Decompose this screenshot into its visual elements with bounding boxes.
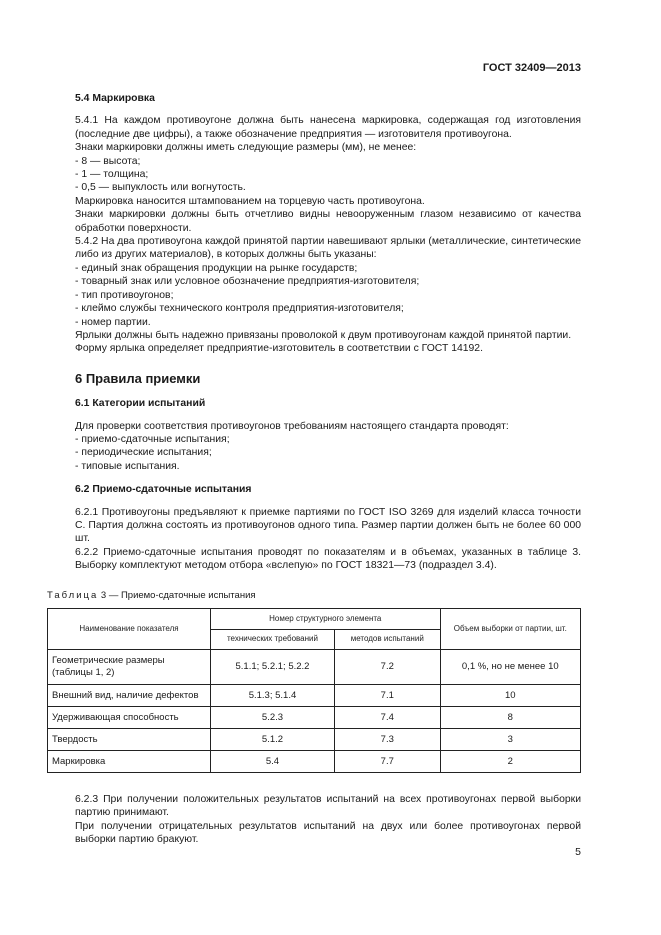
list-item: - типовые испытания.	[75, 460, 180, 472]
table-caption-label: Таблица	[47, 589, 99, 601]
cell-volume: 3	[440, 729, 580, 751]
table-row	[48, 751, 581, 773]
list-item: - периодические испытания;	[75, 447, 212, 459]
table-row	[48, 650, 581, 685]
paragraph-labels-attached: Ярлыки должны быть надежно привязаны проволокой к двум противоугонам каждой принятой партии.	[75, 329, 572, 341]
cell-volume: 10	[440, 685, 580, 707]
cell-method: 7.3	[334, 729, 440, 751]
cell-name: Удерживающая способность	[48, 707, 211, 729]
table-caption	[47, 589, 581, 602]
page-content	[47, 92, 581, 847]
page-number: 5	[575, 846, 581, 858]
cell-tech: 5.1.3; 5.1.4	[210, 685, 334, 707]
cell-method: 7.2	[334, 650, 440, 685]
header-structural-element: Номер структурного элемента	[210, 609, 440, 630]
cell-name: Маркировка	[48, 751, 211, 773]
paragraph-stamping: Маркировка наносится штампованием на торцевую часть противоугона.	[75, 195, 425, 207]
cell-volume: 2	[440, 751, 580, 773]
cell-name: Внешний вид, наличие дефектов	[48, 685, 211, 707]
cell-name: Геометрические размеры (таблицы 1, 2)	[48, 650, 211, 685]
paragraph-label-form: Форму ярлыка определяет предприятие-изготовитель в соответствии с ГОСТ 14192.	[75, 343, 483, 355]
header-test-methods: методов испытаний	[334, 629, 440, 650]
paragraph-marking-sizes: Знаки маркировки должны иметь следующие размеры (мм), не менее:	[75, 142, 417, 154]
list-item: - приемо-сдаточные испытания;	[75, 433, 230, 445]
list-item: - тип противоугонов;	[75, 289, 174, 301]
cell-volume: 8	[440, 707, 580, 729]
table-row	[48, 707, 581, 729]
table-caption-text: 3 — Приемо-сдаточные испытания	[100, 589, 256, 601]
paragraph-5-4-1: 5.4.1 На каждом противоугоне должна быть нанесена маркировка, содержащая год изготовления (последние две цифры), а также обозначение предприятия — изготовителя противоугона.	[75, 115, 581, 140]
paragraph-6-2-2: 6.2.2 Приемо-сдаточные испытания проводят по показателям и в объемах, указанных в таблице 3. Выборку комплектуют методом отбора «вслепую» по ГОСТ 18321—73 (подраздел 3.4).	[75, 546, 581, 572]
cell-name: Твердость	[48, 729, 211, 751]
header-indicator-name: Наименование показателя	[48, 609, 211, 650]
section-6-1-title: 6.1 Категории испытаний	[75, 398, 206, 410]
list-item: - 0,5 — выпуклость или вогнутость.	[75, 182, 246, 194]
cell-tech: 5.1.1; 5.2.1; 5.2.2	[210, 650, 334, 685]
paragraph-test-categories: Для проверки соответствия противоугонов требованиям настоящего стандарта проводят:	[75, 420, 509, 432]
paragraph-5-4-2: 5.4.2 На два противоугона каждой принятой партии навешивают ярлыки (металлические, синтетические либо из других материалов), в которых должны быть указаны:	[75, 236, 581, 261]
list-item: - 8 — высота;	[75, 155, 141, 167]
cell-tech: 5.1.2	[210, 729, 334, 751]
paragraph-visibility: Знаки маркировки должны быть отчетливо видны невооруженным глазом независимо от качества обработки поверхности.	[75, 209, 581, 234]
list-item: - номер партии.	[75, 316, 151, 328]
header-sample-volume: Объем выборки от партии, шт.	[440, 609, 580, 650]
table-row	[48, 685, 581, 707]
cell-method: 7.1	[334, 685, 440, 707]
list-item: - товарный знак или условное обозначение предприятия-изготовителя;	[75, 276, 420, 288]
paragraph-rejection: При получении отрицательных результатов испытаний на двух или более противоугонах первой выборки партию бракуют.	[75, 820, 581, 846]
list-item: - единый знак обращения продукции на рынке государств;	[75, 262, 358, 274]
section-6-title: 6 Правила приемки	[75, 370, 201, 386]
paragraph-6-2-1: 6.2.1 Противоугоны предъявляют к приемке партиями по ГОСТ ISO 3269 для изделий класса точности С. Партия должна состоять из противоугонов одного типа. Размер партии должен быть не более 60 000 шт.	[75, 506, 581, 545]
cell-method: 7.4	[334, 707, 440, 729]
header-tech-requirements: технических требований	[210, 629, 334, 650]
list-item: - 1 — толщина;	[75, 169, 149, 181]
cell-tech: 5.2.3	[210, 707, 334, 729]
paragraph-6-2-3: 6.2.3 При получении положительных результатов испытаний на всех противоугонах первой выборки партию принимают.	[75, 794, 581, 819]
cell-volume: 0,1 %, но не менее 10	[440, 650, 580, 685]
list-item: - клеймо службы технического контроля предприятия-изготовителя;	[75, 303, 404, 315]
section-6-2-title: 6.2 Приемо-сдаточные испытания	[75, 484, 252, 496]
table-row	[48, 729, 581, 751]
cell-method: 7.7	[334, 751, 440, 773]
section-5-4-title: 5.4 Маркировка	[75, 93, 155, 104]
cell-tech: 5.4	[210, 751, 334, 773]
acceptance-tests-table	[47, 608, 581, 773]
standard-code-header: ГОСТ 32409—2013	[482, 62, 581, 74]
